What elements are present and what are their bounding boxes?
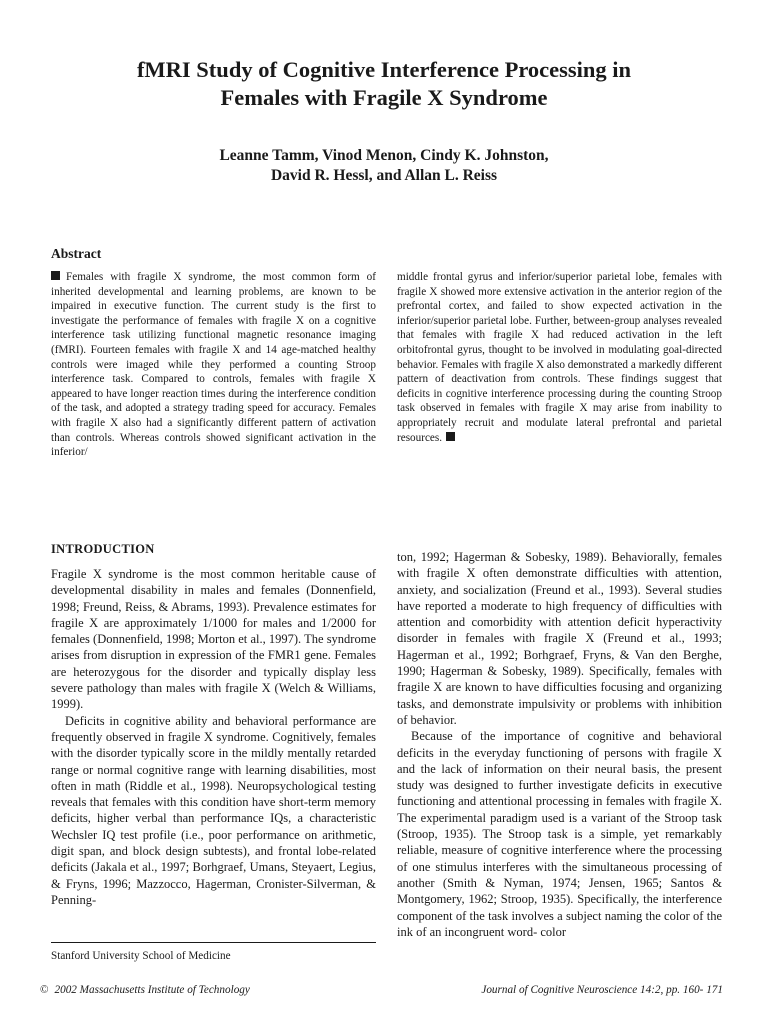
- copyright-symbol: ©: [40, 984, 49, 996]
- paragraph: Because of the importance of cognitive and behavioral deficits in the everyday functioning of persons with fragile X and the lack of information on their neural basis, the present study was designed to further investigate deficits in executive functioning and attentional processing in females with fragile X. The experimental paradigm used is a variant of the Stroop task (Stroop, 1935). The Stroop task is a simple, yet remarkably reliable, measure of cognitive interference where the processing of one stimulus interferes with the simultaneous processing of another (Smith & Nyman, 1974; Jensen, 1965; Santos & Montgomery, 1962; Stroop, 1935). Specifically, the interference component of the task involves a subject naming the color of the ink of an incongruent word- color: [397, 729, 722, 939]
- affiliation-footnote: Stanford University School of Medicine: [51, 950, 231, 962]
- journal-citation: Journal of Cognitive Neuroscience 14:2, pp. 160- 171: [481, 984, 723, 996]
- title-line-1: fMRI Study of Cognitive Interference Processing in: [136, 57, 632, 82]
- paragraph: Fragile X syndrome is the most common heritable cause of developmental disability in males and females (Donnenfield, 1998; Freund, Reiss, & Abrams, 1993). Prevalence estimates for fragile X are approximately 1/1000 for males and 1/2000 for females (Donnenfield, 1998; Morton et al., 1997). The syndrome arises from disruption in expression of the FMR1 gene. Females are heterozygous for the disorder and typically display less severe pathology than males with fragile X (Welch & Williams, 1999).: [51, 567, 376, 712]
- abstract-heading: Abstract: [51, 246, 102, 261]
- paragraph: ton, 1992; Hagerman & Sobesky, 1989). Behaviorally, females with fragile X often demonstrate difficulties with attention, anxiety, and socialization (Freund et al., 1993). Several studies have reported a moderate to high frequency of difficulties with attention and comorbidity with attention deficit hyperactivity disorder in females with fragile X (Freund et al., 1993; Hagerman et al., 1992; Borhgraef, Fryns, & Van den Berghe, 1990; Hagerman & Sobesky, 1989). Specifically, females with fragile X are known to have difficulties focusing and organizing tasks, and demonstrate impulsivity or problems with inhibition of behavior.: [397, 550, 722, 727]
- paper-title: [40, 56, 728, 112]
- paragraph: Deficits in cognitive ability and behavioral performance are frequently observed in fragile X syndrome. Cognitively, females with the disorder typically score in the mildly mentally retarded range or normal cognitive range with learning disabilities, most often in math (Riddle et al., 1998). Neuropsychological testing reveals that females with this condition have short-term memory deficits, higher verbal than performance IQs, a characteristic Wechsler IQ test profile (i.e., poor performance on arithmetic, digit span, and block design subtests), and frontal lobe-related deficits (Jakala et al., 1997; Borhgraef, Umans, Steyaert, Legius, & Fryns, 1996; Mazzocco, Hagerman, Cronister-Silverman, & Penning-: [51, 713, 376, 907]
- start-square-icon: [51, 271, 60, 280]
- copyright-text: 2002 Massachusetts Institute of Technology: [54, 984, 250, 996]
- body-column-right: [397, 549, 722, 940]
- copyright-footer: [40, 984, 250, 996]
- abstract-column-left: [51, 270, 376, 460]
- abstract-text-right: middle frontal gyrus and inferior/superior parietal lobe, females with fragile X showed more extensive activation in the anterior region of the prefrontal cortex, and failed to show expected activation in the inferior/superior parietal lobe. Further, between-group analyses revealed that females with fragile X had reduced activation in the left orbitofrontal gyrus, thought to be involved in modulating goal-directed behavior. Females with fragile X also demonstrated a markedly different pattern of deactivation from controls. These findings suggest that deficits in cognitive interference processing during the counting Stroop task observed in females with fragile X may arise from inability to appropriately recruit and modulate lateral prefrontal and parietal resources.: [397, 271, 722, 444]
- body-column-left: [51, 566, 376, 908]
- abstract-column-right: [397, 270, 722, 445]
- author-list: [40, 146, 728, 186]
- footnote-divider: [51, 942, 376, 943]
- authors-line-2: David R. Hessl, and Allan L. Reiss: [270, 167, 498, 184]
- abstract-text-left: Females with fragile X syndrome, the most common form of inherited developmental and learning problems, are known to be impaired in executive function. The current study is the first to investigate the performance of females with fragile X on a cognitive interference task utilizing functional magnetic resonance imaging (fMRI). Fourteen females with fragile X and 14 age-matched healthy controls were imaged while they performed a counting Stroop interference task. Compared to controls, females with fragile X appeared to have longer reaction times during the interference condition of the task, and adopted a strategy trading speed for accuracy. Females with fragile X also had a significantly different pattern of activation than controls. Whereas controls showed significant activation in the inferior/: [51, 271, 376, 459]
- title-line-2: Females with Fragile X Syndrome: [220, 85, 548, 110]
- end-square-icon: [446, 432, 455, 441]
- authors-line-1: Leanne Tamm, Vinod Menon, Cindy K. Johnston,: [219, 147, 549, 164]
- introduction-heading: INTRODUCTION: [51, 542, 155, 556]
